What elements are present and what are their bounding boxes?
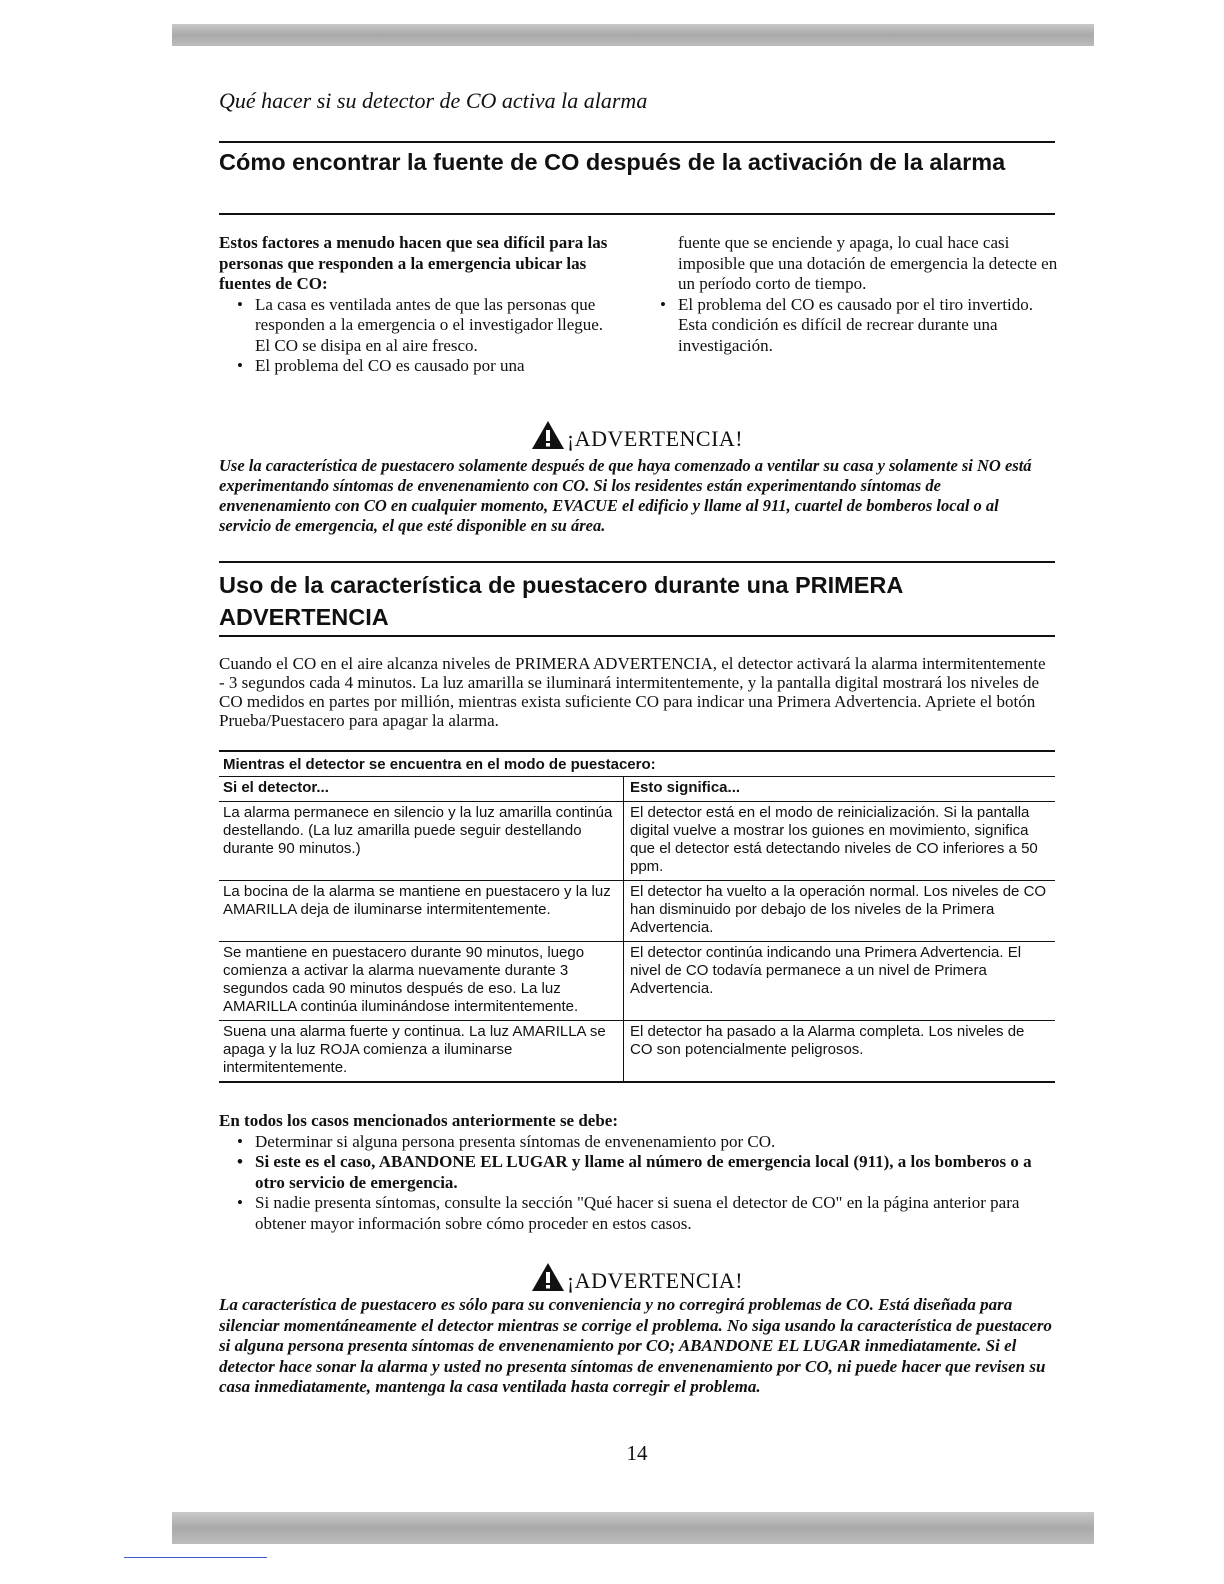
footer-link-line — [124, 1557, 267, 1558]
table-cell: La bocina de la alarma se mantiene en puestacero y la luz AMARILLA deja de iluminarse intermitentemente. — [223, 883, 611, 918]
list-item: • El problema del CO es causado por el tiro invertido. Esta condición es difícil de recrear durante una investigación. — [642, 295, 1058, 357]
left-column — [219, 233, 609, 377]
table-cell: El detector ha vuelto a la operación normal. Los niveles de CO han disminuido por debajo de los niveles de la Primera Advertencia. — [623, 881, 1055, 941]
table-cell: El detector está en el modo de reinicialización. Si la pantalla digital vuelve a mostrar los guiones en movimiento, significa que el detector está detectando niveles de CO inferiores a 50 ppm. — [623, 802, 1055, 880]
column-header-if-detector: Si el detector... — [223, 779, 329, 796]
table-cell: Suena una alarma fuerte y continua. La luz AMARILLA se apaga y la luz ROJA comienza a iluminarse intermitentemente. — [223, 1023, 606, 1076]
table-header-row — [219, 777, 1055, 802]
warning-title: ¡ADVERTENCIA! — [566, 1268, 744, 1293]
list-item: • Si nadie presenta síntomas, consulte la sección "Qué hacer si suena el detector de CO" en la página anterior para obtener mayor información sobre cómo proceder en estos casos. — [219, 1193, 1055, 1234]
page-number: 14 — [626, 1441, 648, 1465]
warning-text: La característica de puestacero es sólo para su conveniencia y no corregirá problemas de CO. Está diseñada para silenciar momentáneamente el detector mientras se corrige el problema. No siga usando la característica de puestacero si alguna persona presenta síntomas de envenenamiento por CO; ABANDONE EL LUGAR inmediatamente. Si el detector hace sonar la alarma y usted no presenta síntomas de envenenamiento por CO, ni puede hacer que revisen su casa inmediatamente, mantenga la casa ventilada hasta corregir el problema. — [219, 1295, 1052, 1396]
rule — [219, 561, 1055, 563]
factors-list — [219, 295, 609, 377]
column-header-meaning: Esto significa... — [623, 777, 1055, 801]
table-row — [219, 802, 1055, 881]
reset-mode-table — [219, 750, 1055, 1083]
actions-list — [219, 1132, 1055, 1235]
warning-heading — [219, 420, 1055, 452]
section-title-reset-feature: Uso de la característica de puestacero durante una PRIMERA ADVERTENCIA — [219, 572, 903, 630]
table-caption: Mientras el detector se encuentra en el modo de puestacero: — [219, 750, 1055, 777]
rule — [219, 213, 1055, 215]
factors-lead: Estos factores a menudo hacen que sea difícil para las personas que responden a la emergencia ubicar las fuentes de CO: — [219, 233, 608, 293]
rule — [219, 141, 1055, 143]
list-item: • Determinar si alguna persona presenta síntomas de envenenamiento por CO. — [219, 1132, 1055, 1153]
section-title-find-co-source: Cómo encontrar la fuente de CO después de la activación de la alarma — [219, 149, 1006, 175]
table-cell: Se mantiene en puestacero durante 90 minutos, luego comienza a activar la alarma nuevamente durante 3 segundos cada 90 minutos después de eso. La luz AMARILLA continúa iluminándose intermitentemente. — [223, 944, 585, 1015]
right-column — [678, 233, 1058, 356]
warning-heading — [219, 1262, 1055, 1294]
running-head: Qué hacer si su detector de CO activa la alarma — [219, 88, 648, 113]
actions-lead: En todos los casos mencionados anteriormente se debe: — [219, 1111, 619, 1130]
table-cell: El detector continúa indicando una Primera Advertencia. El nivel de CO todavía permanece a un nivel de Primera Advertencia. — [623, 942, 1055, 1020]
factors-list-continued — [642, 233, 1058, 356]
warning-title: ¡ADVERTENCIA! — [566, 426, 744, 451]
warning-text: Use la característica de puestacero solamente después de que haya comenzado a ventilar su casa y solamente si NO está experimentando síntomas de envenenamiento con CO. Si los residentes están experimentando síntomas de envenenamiento con CO en cualquier momento, EVACUE el edificio y llame al 911, cuartel de bomberos local o al servicio de emergencia, el que esté disponible en su área. — [219, 456, 1032, 535]
first-warning-paragraph: Cuando el CO en el aire alcanza niveles de PRIMERA ADVERTENCIA, el detector activará la alarma intermitentemente - 3 segundos cada 4 minutos. La luz amarilla se iluminará intermitentemente, y la pantalla digital mostrará los niveles de CO medidos en partes por millión, mientras exista suficiente CO para indicar una Primera Advertencia. Apriete el botón Prueba/Puestacero para apagar la alarma. — [219, 654, 1046, 730]
table-cell: El detector ha pasado a la Alarma completa. Los niveles de CO son potencialmente peligrosos. — [623, 1021, 1055, 1081]
warning-triangle-icon — [531, 1262, 565, 1292]
list-item-continued: fuente que se enciende y apaga, lo cual hace casi imposible que una dotación de emergencia la detecte en un período corto de tiempo. — [678, 233, 1058, 293]
list-item: • Si este es el caso, ABANDONE EL LUGAR y llame al número de emergencia local (911), a los bomberos o a otro servicio de emergencia. — [219, 1152, 1055, 1193]
table-row — [219, 942, 1055, 1021]
list-item: • El problema del CO es causado por una — [219, 356, 609, 377]
table-row — [219, 881, 1055, 942]
rule — [219, 635, 1055, 637]
warning-triangle-icon — [531, 420, 565, 450]
bottom-gray-bar — [172, 1512, 1094, 1544]
list-item: • La casa es ventilada antes de que las personas que responden a la emergencia o el investigador llegue. El CO se disipa en al aire fresco. — [219, 295, 609, 357]
actions-block — [219, 1111, 1055, 1234]
table-row — [219, 1021, 1055, 1083]
table-cell: La alarma permanece en silencio y la luz amarilla continúa destellando. (La luz amarilla puede seguir destellando durante 90 minutos.) — [223, 804, 613, 857]
top-gray-bar — [172, 24, 1094, 46]
